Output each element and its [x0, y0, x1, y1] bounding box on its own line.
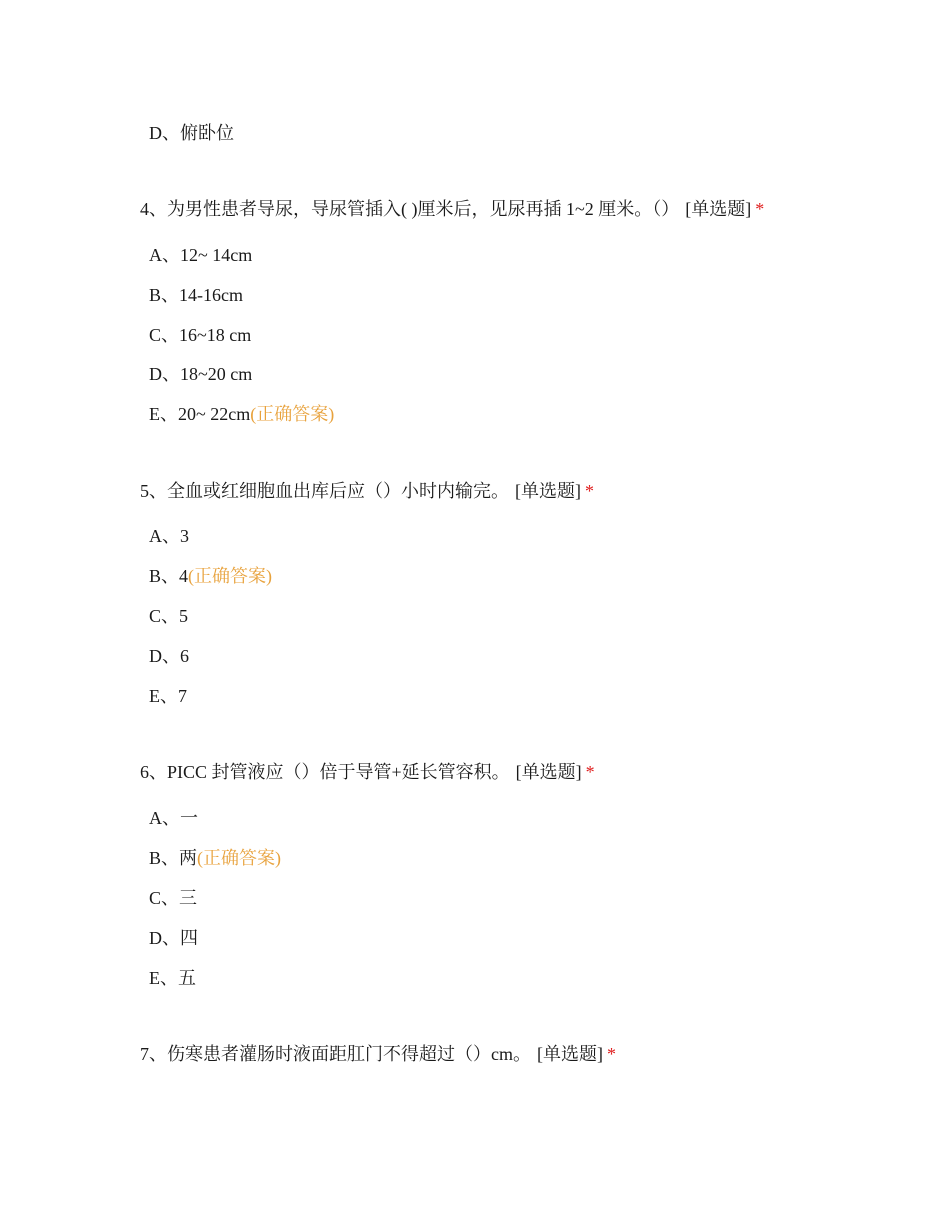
option-text: C、16~18 cm	[149, 325, 252, 345]
question-stem: 6、PICC 封管液应（）倍于导管+延长管容积。	[140, 762, 510, 782]
required-mark: *	[585, 481, 594, 501]
q6-option-e	[149, 966, 196, 990]
correct-answer-tag: (正确答案)	[250, 404, 335, 424]
q6-option-a	[149, 806, 198, 830]
question-4-title	[140, 197, 764, 221]
q4-option-d	[149, 362, 252, 386]
correct-answer-tag: (正确答案)	[197, 848, 282, 868]
option-text: E、7	[149, 686, 187, 706]
question-type: [单选题]	[685, 199, 752, 219]
option-text: A、一	[149, 808, 198, 828]
q6-option-b	[149, 846, 281, 870]
option-text: D、18~20 cm	[149, 364, 253, 384]
q5-option-b	[149, 564, 272, 588]
q3-option-d	[149, 121, 234, 145]
option-text: E、五	[149, 968, 196, 988]
question-stem: 5、全血或红细胞血出库后应（）小时内输完。	[140, 481, 509, 501]
required-mark: *	[755, 199, 765, 219]
option-text: B、两	[149, 848, 198, 868]
q6-option-d	[149, 926, 198, 950]
question-6-title	[140, 760, 595, 784]
option-text: B、4	[149, 566, 189, 586]
question-type: [单选题]	[515, 762, 582, 782]
option-text: C、5	[149, 606, 189, 626]
option-text: A、12~ 14cm	[149, 245, 253, 265]
question-stem: 7、伤寒患者灌肠时液面距肛门不得超过（）cm。	[140, 1044, 531, 1064]
required-mark: *	[585, 762, 595, 782]
question-5-title	[140, 479, 594, 503]
q5-option-d	[149, 644, 189, 668]
option-text: D、四	[149, 928, 198, 948]
q6-option-c	[149, 886, 197, 910]
q5-option-a	[149, 524, 189, 548]
required-mark: *	[607, 1044, 616, 1064]
option-text: E、20~ 22cm	[149, 404, 251, 424]
q5-option-e	[149, 684, 187, 708]
option-text: B、14-16cm	[149, 285, 243, 305]
option-text: A、3	[149, 526, 189, 546]
option-text: D、6	[149, 646, 189, 666]
option-text: C、三	[149, 888, 198, 908]
q4-option-b	[149, 283, 243, 307]
q4-option-a	[149, 243, 252, 267]
q4-option-c	[149, 323, 251, 347]
question-7-title	[140, 1042, 616, 1066]
q5-option-c	[149, 604, 188, 628]
question-type: [单选题]	[515, 481, 581, 501]
q4-option-e	[149, 402, 334, 426]
question-stem: 4、为男性患者导尿，导尿管插入( )厘米后，见尿再插 1~2 厘米。（）	[140, 199, 680, 219]
question-type: [单选题]	[537, 1044, 603, 1064]
option-text: D、俯卧位	[149, 123, 234, 143]
correct-answer-tag: (正确答案)	[188, 566, 273, 586]
